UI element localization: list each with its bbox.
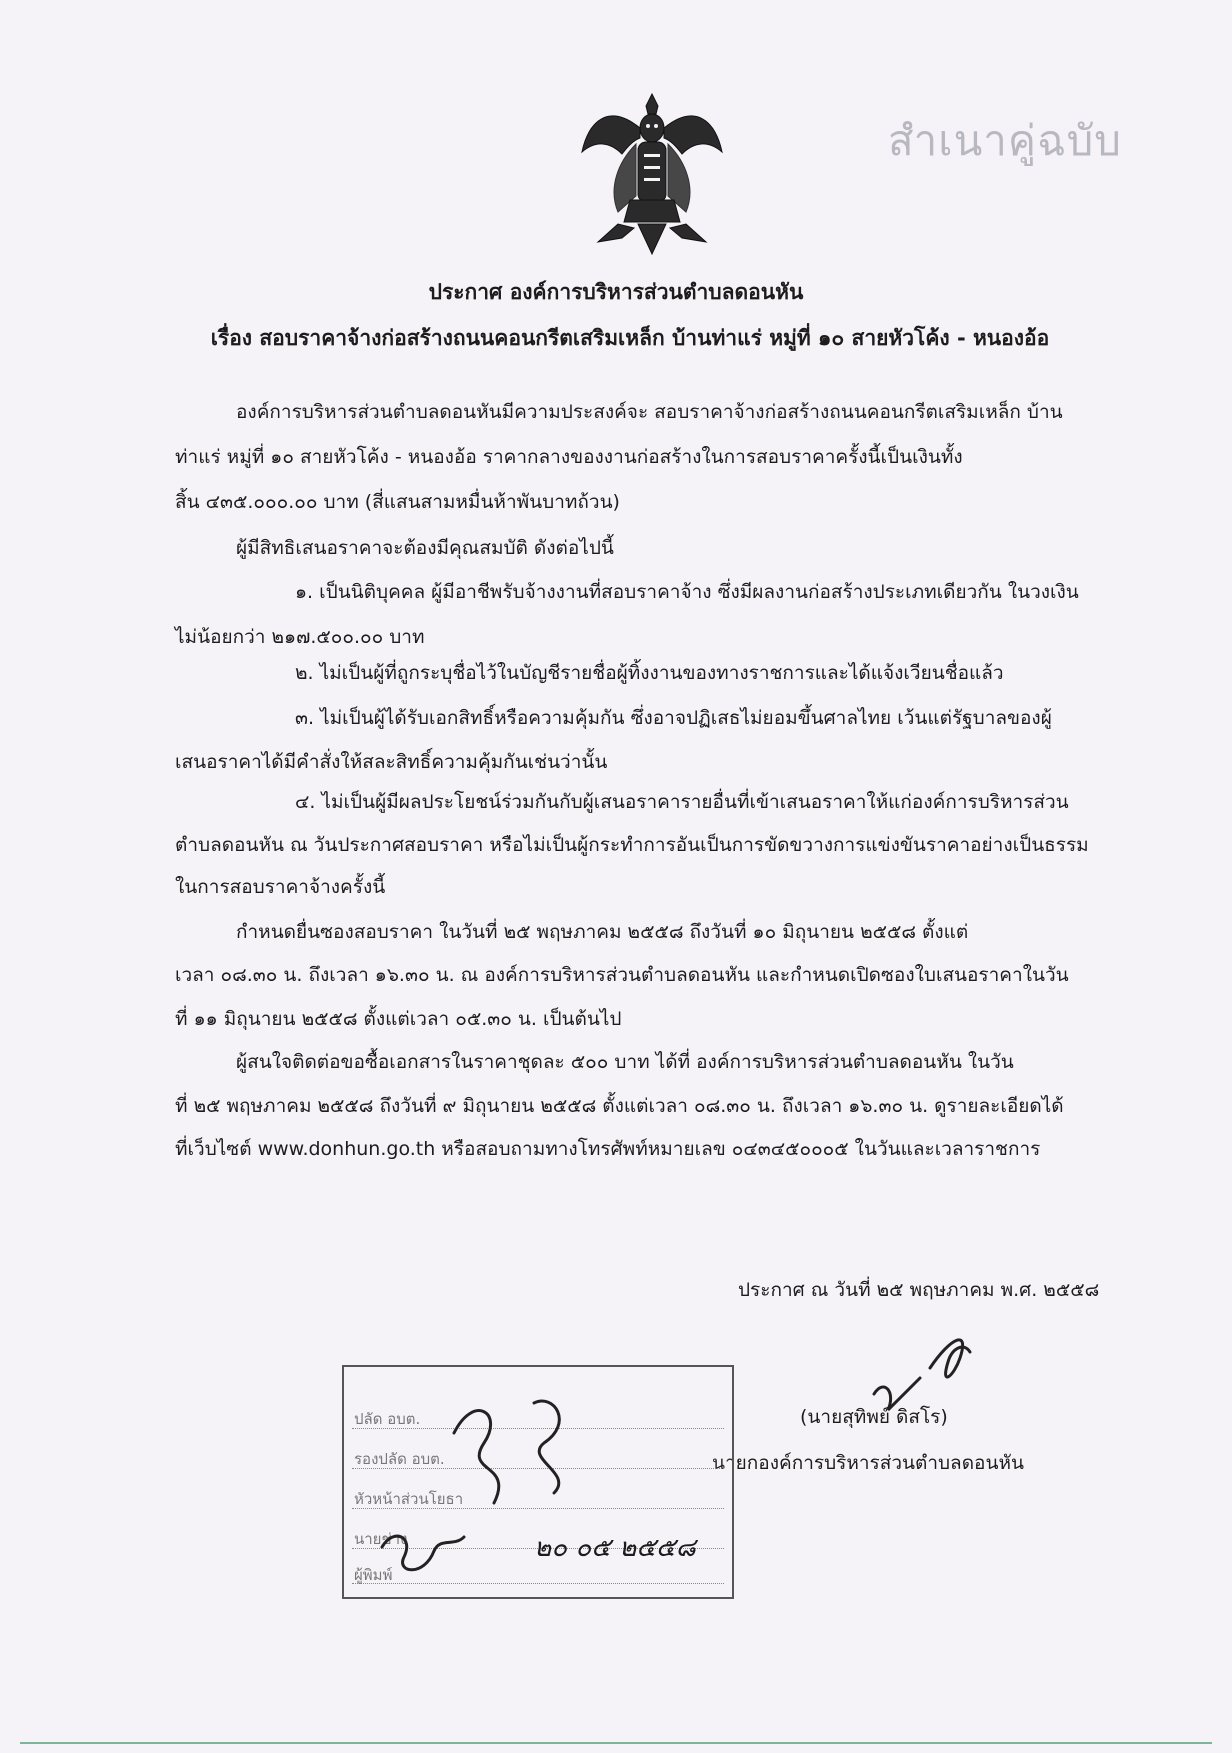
- body-line: ๒. ไม่เป็นผู้ที่ถูกระบุชื่อไว้ในบัญชีรายชื่อผู้ทิ้งงานของทางราชการและได้แจ้งเวียนชื่อแล้ว: [295, 662, 1004, 684]
- initials-icon: [434, 1373, 634, 1523]
- page-edge-rule: [20, 1742, 1212, 1744]
- body-line: ๓. ไม่เป็นผู้ได้รับเอกสิทธิ์หรือความคุ้มกัน ซึ่งอาจปฏิเสธไม่ยอมขึ้นศาลไทย เว้นแต่รัฐบาลของผู้: [295, 707, 1052, 729]
- review-stamp-box: ปลัด อบต. รองปลัด อบต. หัวหน้าส่วนโยธา นายช่าง ผู้พิมพ์ ๒๐ ๐๕ ๒๕๕๘: [342, 1365, 734, 1599]
- body-line: ในการสอบราคาจ้างครั้งนี้: [175, 876, 386, 898]
- review-date: ๒๐ ๐๕ ๒๕๕๘: [534, 1533, 696, 1563]
- signer-name: (นายสุทิพย์ ดิสโร): [800, 1406, 948, 1428]
- body-line: กำหนดยื่นซองสอบราคา ในวันที่ ๒๕ พฤษภาคม ๒๕๕๘ ถึงวันที่ ๑๐ มิถุนายน ๒๕๕๘ ตั้งแต่: [236, 921, 969, 943]
- garuda-emblem-icon: [578, 92, 726, 257]
- body-line: ที่เว็บไซต์ www.donhun.go.th หรือสอบถามทางโทรศัพท์หมายเลข ๐๔๓๔๕๐๐๐๕ ในวันและเวลาราชการ: [175, 1138, 1041, 1160]
- body-line: ตำบลดอนหัน ณ วันประกาศสอบราคา หรือไม่เป็นผู้กระทำการอันเป็นการขัดขวางการแข่งขันราคาอย่างเป็นธรรม: [175, 834, 1089, 856]
- announcement-subject: เรื่อง สอบราคาจ้างก่อสร้างถนนคอนกรีตเสริมเหล็ก บ้านท่าแร่ หมู่ที่ ๑๐ สายหัวโค้ง - หนองอ้อ: [210, 326, 1050, 350]
- body-line: ที่ ๒๕ พฤษภาคม ๒๕๕๘ ถึงวันที่ ๙ มิถุนายน ๒๕๕๘ ตั้งแต่เวลา ๐๘.๓๐ น. ถึงเวลา ๑๖.๓๐ น. ดูรายละเอียดได้: [175, 1095, 1064, 1117]
- body-line: ท่าแร่ หมู่ที่ ๑๐ สายหัวโค้ง - หนองอ้อ ราคากลางของงานก่อสร้างในการสอบราคาครั้งนี้เป็นเงินทั้ง: [175, 446, 963, 468]
- initials-icon: [374, 1517, 474, 1587]
- body-line: เสนอราคาได้มีคำสั่งให้สละสิทธิ์ความคุ้มกันเช่นว่านั้น: [175, 751, 608, 773]
- body-line: องค์การบริหารส่วนตำบลดอนหันมีความประสงค์จะ สอบราคาจ้างก่อสร้างถนนคอนกรีตเสริมเหล็ก บ้าน: [236, 401, 1063, 423]
- body-line: เวลา ๐๘.๓๐ น. ถึงเวลา ๑๖.๓๐ น. ณ องค์การบริหารส่วนตำบลดอนหัน และกำหนดเปิดซองใบเสนอราคาในวัน: [175, 964, 1069, 986]
- announcement-date: ประกาศ ณ วันที่ ๒๕ พฤษภาคม พ.ศ. ๒๕๕๘: [738, 1279, 1100, 1301]
- body-line: ที่ ๑๑ มิถุนายน ๒๕๕๘ ตั้งแต่เวลา ๐๕.๓๐ น. เป็นต้นไป: [175, 1008, 622, 1030]
- body-line: ๑. เป็นนิติบุคคล ผู้มีอาชีพรับจ้างงานที่สอบราคาจ้าง ซึ่งมีผลงานก่อสร้างประเภทเดียวกัน ในวงเงิน: [295, 581, 1079, 603]
- body-line: ๔. ไม่เป็นผู้มีผลประโยชน์ร่วมกันกับผู้เสนอราคารายอื่นที่เข้าเสนอราคาให้แก่องค์การบริหารส่วน: [295, 791, 1069, 813]
- body-line: ผู้สนใจติดต่อขอซื้อเอกสารในราคาชุดละ ๕๐๐ บาท ได้ที่ องค์การบริหารส่วนตำบลดอนหัน ในวัน: [236, 1051, 1014, 1073]
- copy-stamp: สำเนาคู่ฉบับ: [888, 116, 1122, 165]
- body-line: สิ้น ๔๓๕.๐๐๐.๐๐ บาท (สี่แสนสามหมื่นห้าพันบาทถ้วน): [175, 491, 620, 513]
- announcement-title: ประกาศ องค์การบริหารส่วนตำบลดอนหัน: [428, 280, 804, 304]
- body-line: ผู้มีสิทธิเสนอราคาจะต้องมีคุณสมบัติ ดังต่อไปนี้: [236, 537, 614, 559]
- signer-title: นายกองค์การบริหารส่วนตำบลดอนหัน: [712, 1452, 1024, 1474]
- body-line: ไม่น้อยกว่า ๒๑๗.๕๐๐.๐๐ บาท: [175, 626, 425, 648]
